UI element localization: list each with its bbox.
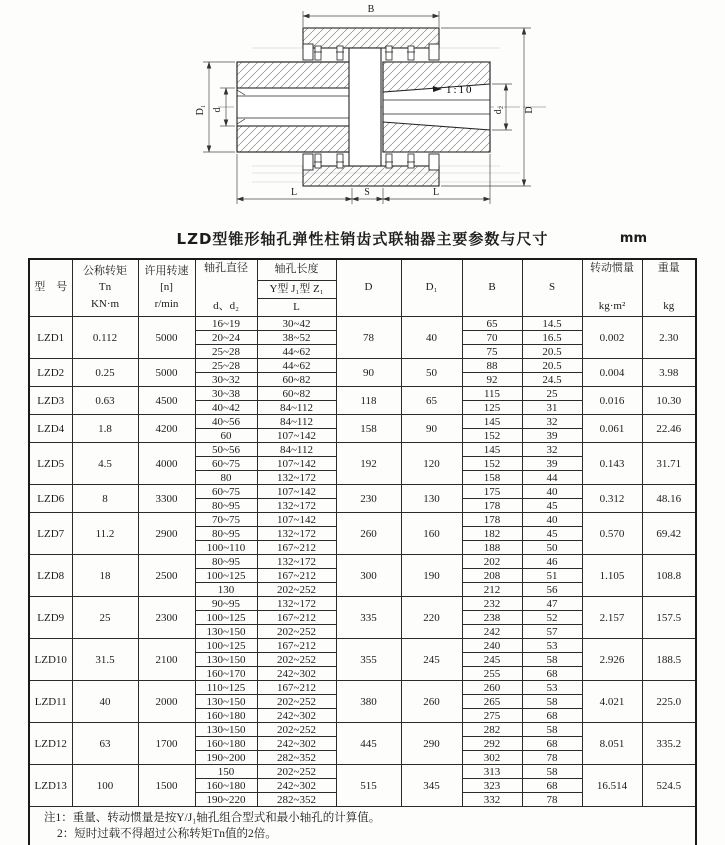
header-bore-len-types: Y型 J₁型 Z₁ (257, 280, 336, 299)
cell-S: 56 (522, 583, 582, 597)
cell-torque: 25 (72, 597, 138, 639)
cell-weight: 108.8 (642, 555, 696, 597)
cell-inertia: 0.312 (582, 485, 642, 513)
cell-S: 32 (522, 443, 582, 457)
cell-bore-diameter: 40~56 (195, 415, 257, 429)
cell-B: 70 (462, 331, 522, 345)
header-torque-line1: 公称转矩 (83, 264, 127, 277)
header-speed-line2: [n] (160, 281, 173, 294)
header-speed-line1: 许用转速 (144, 264, 189, 277)
cell-bore-diameter: 90~95 (195, 597, 257, 611)
cell-torque: 1.8 (72, 415, 138, 443)
cell-bore-diameter: 190~200 (195, 751, 257, 765)
header-D1: D₁ (401, 259, 462, 317)
cell-torque: 40 (72, 681, 138, 723)
cell-S: 46 (522, 555, 582, 569)
cell-model: LZD10 (29, 639, 72, 681)
cell-B: 282 (462, 723, 522, 737)
cell-model: LZD6 (29, 485, 72, 513)
cell-bore-diameter: 30~32 (195, 373, 257, 387)
cell-D: 118 (336, 387, 401, 415)
cell-bore-length: 38~52 (257, 331, 336, 345)
cell-S: 45 (522, 527, 582, 541)
cell-bore-length: 60~82 (257, 373, 336, 387)
cell-model: LZD1 (29, 317, 72, 359)
header-bore-len-L: L (257, 299, 336, 317)
cell-bore-length: 242~302 (257, 779, 336, 793)
cell-bore-length: 242~302 (257, 709, 336, 723)
cell-bore-length: 44~62 (257, 345, 336, 359)
cell-bore-diameter: 20~24 (195, 331, 257, 345)
dim-label-S: S (364, 187, 370, 198)
cell-weight: 3.98 (642, 359, 696, 387)
cell-bore-length: 107~142 (257, 485, 336, 499)
cell-speed: 5000 (138, 317, 195, 359)
cell-inertia: 16.514 (582, 765, 642, 807)
cell-bore-diameter: 100~125 (195, 569, 257, 583)
cell-inertia: 4.021 (582, 681, 642, 723)
note-2: 2：短时过载不得超过公称转矩Tn值的2倍。 (57, 828, 277, 840)
cell-bore-length: 167~212 (257, 569, 336, 583)
cell-B: 115 (462, 387, 522, 401)
table-row (29, 443, 696, 457)
dim-label-B: B (367, 4, 375, 15)
cell-D: 192 (336, 443, 401, 485)
right-hub (383, 62, 490, 152)
cell-torque: 4.5 (72, 443, 138, 485)
header-bore-dia-line1: 轴孔直径 (204, 262, 248, 274)
cell-S: 52 (522, 611, 582, 625)
header-S: S (522, 259, 582, 317)
cell-bore-length: 202~252 (257, 765, 336, 779)
coupling-section-view (0, 0, 725, 226)
cell-B: 92 (462, 373, 522, 387)
cell-bore-length: 242~302 (257, 667, 336, 681)
table-footer (29, 807, 696, 845)
notes-cell (29, 807, 696, 845)
cell-B: 65 (462, 317, 522, 331)
cell-D1: 120 (401, 443, 462, 485)
cell-bore-length: 167~212 (257, 639, 336, 653)
cell-B: 260 (462, 681, 522, 695)
cell-inertia: 0.570 (582, 513, 642, 555)
cell-D: 230 (336, 485, 401, 513)
cell-S: 78 (522, 751, 582, 765)
cell-bore-diameter: 160~180 (195, 779, 257, 793)
cell-speed: 2100 (138, 639, 195, 681)
cell-bore-diameter: 130 (195, 583, 257, 597)
cell-S: 68 (522, 737, 582, 751)
cell-D: 515 (336, 765, 401, 807)
cell-D: 380 (336, 681, 401, 723)
cell-inertia: 2.926 (582, 639, 642, 681)
cell-B: 202 (462, 555, 522, 569)
cell-bore-length: 282~352 (257, 793, 336, 807)
cell-speed: 4000 (138, 443, 195, 485)
cell-bore-length: 242~302 (257, 737, 336, 751)
header-inertia-line1: 转动惯量 (590, 262, 634, 274)
cell-bore-length: 30~42 (257, 317, 336, 331)
table-row (29, 681, 696, 695)
cell-S: 68 (522, 667, 582, 681)
cell-speed: 2500 (138, 555, 195, 597)
table-row (29, 597, 696, 611)
header-speed-line3: r/min (154, 297, 179, 310)
cell-bore-diameter: 70~75 (195, 513, 257, 527)
header-B: B (462, 259, 522, 317)
cell-B: 175 (462, 485, 522, 499)
cell-B: 188 (462, 541, 522, 555)
cell-bore-diameter: 30~38 (195, 387, 257, 401)
cell-bore-length: 167~212 (257, 611, 336, 625)
cell-D1: 190 (401, 555, 462, 597)
cell-bore-length: 132~172 (257, 471, 336, 485)
cell-S: 31 (522, 401, 582, 415)
cell-S: 40 (522, 485, 582, 499)
note-1: 注1：重量、转动惯量是按Y/J₁轴孔组合型式和最小轴孔的计算值。 (44, 812, 381, 824)
cell-model: LZD12 (29, 723, 72, 765)
cell-inertia: 0.002 (582, 317, 642, 359)
table-row (29, 415, 696, 429)
cell-S: 25 (522, 387, 582, 401)
cell-torque: 8 (72, 485, 138, 513)
cell-bore-diameter: 60~75 (195, 485, 257, 499)
cell-S: 58 (522, 723, 582, 737)
cell-B: 302 (462, 751, 522, 765)
cell-inertia: 8.051 (582, 723, 642, 765)
cell-bore-diameter: 100~125 (195, 611, 257, 625)
table-header (29, 259, 696, 317)
cell-inertia: 2.157 (582, 597, 642, 639)
cell-bore-diameter: 160~180 (195, 737, 257, 751)
cell-weight: 225.0 (642, 681, 696, 723)
cell-bore-diameter: 60~75 (195, 457, 257, 471)
parameters-table (28, 258, 697, 845)
cell-B: 313 (462, 765, 522, 779)
cell-bore-diameter: 110~125 (195, 681, 257, 695)
cell-D1: 130 (401, 485, 462, 513)
cell-speed: 4500 (138, 387, 195, 415)
cell-bore-diameter: 80~95 (195, 555, 257, 569)
cell-model: LZD13 (29, 765, 72, 807)
cell-bore-length: 167~212 (257, 541, 336, 555)
cell-torque: 18 (72, 555, 138, 597)
cell-bore-diameter: 100~125 (195, 639, 257, 653)
cell-bore-length: 107~142 (257, 457, 336, 471)
cell-bore-length: 132~172 (257, 499, 336, 513)
cell-S: 40 (522, 513, 582, 527)
dim-label-L-right: L (432, 187, 440, 198)
cell-torque: 11.2 (72, 513, 138, 555)
cell-model: LZD3 (29, 387, 72, 415)
cell-bore-diameter: 25~28 (195, 359, 257, 373)
cell-weight: 48.16 (642, 485, 696, 513)
cell-B: 240 (462, 639, 522, 653)
cell-B: 238 (462, 611, 522, 625)
cell-speed: 3300 (138, 485, 195, 513)
table-row (29, 723, 696, 737)
cell-B: 232 (462, 597, 522, 611)
cell-weight: 22.46 (642, 415, 696, 443)
cell-weight: 188.5 (642, 639, 696, 681)
cell-S: 47 (522, 597, 582, 611)
cell-model: LZD2 (29, 359, 72, 387)
cell-model: LZD5 (29, 443, 72, 485)
cell-B: 88 (462, 359, 522, 373)
cell-speed: 4200 (138, 415, 195, 443)
cell-D1: 220 (401, 597, 462, 639)
cell-bore-length: 202~252 (257, 625, 336, 639)
cell-D: 78 (336, 317, 401, 359)
cell-bore-length: 84~112 (257, 401, 336, 415)
cell-bore-length: 202~252 (257, 723, 336, 737)
cell-weight: 31.71 (642, 443, 696, 485)
cell-S: 39 (522, 457, 582, 471)
cell-B: 75 (462, 345, 522, 359)
header-weight (642, 259, 696, 317)
cell-model: LZD7 (29, 513, 72, 555)
cell-torque: 63 (72, 723, 138, 765)
cell-S: 20.5 (522, 359, 582, 373)
cell-S: 57 (522, 625, 582, 639)
cell-B: 125 (462, 401, 522, 415)
cell-B: 255 (462, 667, 522, 681)
cell-B: 332 (462, 793, 522, 807)
cell-B: 292 (462, 737, 522, 751)
cell-D: 445 (336, 723, 401, 765)
cell-inertia: 0.016 (582, 387, 642, 415)
cell-bore-length: 282~352 (257, 751, 336, 765)
cell-torque: 0.112 (72, 317, 138, 359)
dim-label-d: d (212, 107, 223, 113)
table-row (29, 359, 696, 373)
cell-D1: 260 (401, 681, 462, 723)
cell-D: 300 (336, 555, 401, 597)
header-torque-line2: Tn (98, 281, 112, 294)
cell-S: 78 (522, 793, 582, 807)
cell-S: 53 (522, 681, 582, 695)
table-row (29, 387, 696, 401)
header-bore-dia-line2: d、d₂ (213, 300, 239, 313)
cell-D1: 245 (401, 639, 462, 681)
cell-inertia: 0.004 (582, 359, 642, 387)
cell-speed: 2000 (138, 681, 195, 723)
cell-weight: 157.5 (642, 597, 696, 639)
table-row (29, 555, 696, 569)
page-title: LZD型锥形轴孔弹性柱销齿式联轴器主要参数与尺寸 (176, 230, 549, 248)
cell-B: 158 (462, 471, 522, 485)
cell-weight: 524.5 (642, 765, 696, 807)
cell-bore-length: 44~62 (257, 359, 336, 373)
cell-inertia: 0.061 (582, 415, 642, 443)
cell-bore-diameter: 160~170 (195, 667, 257, 681)
cell-bore-length: 84~112 (257, 443, 336, 457)
cell-bore-diameter: 190~220 (195, 793, 257, 807)
cell-B: 152 (462, 457, 522, 471)
cell-S: 14.5 (522, 317, 582, 331)
cell-bore-diameter: 80~95 (195, 499, 257, 513)
cell-bore-diameter: 160~180 (195, 709, 257, 723)
cell-D1: 290 (401, 723, 462, 765)
cell-speed: 2900 (138, 513, 195, 555)
cell-B: 245 (462, 653, 522, 667)
table-body (29, 317, 696, 807)
header-torque-line3: KN·m (90, 297, 120, 310)
cell-S: 51 (522, 569, 582, 583)
cell-weight: 10.30 (642, 387, 696, 415)
cell-bore-diameter: 16~19 (195, 317, 257, 331)
cell-D1: 90 (401, 415, 462, 443)
header-inertia (582, 259, 642, 317)
header-D: D (336, 259, 401, 317)
cell-torque: 0.63 (72, 387, 138, 415)
cell-speed: 5000 (138, 359, 195, 387)
table-row (29, 485, 696, 499)
cell-speed: 1700 (138, 723, 195, 765)
cell-model: LZD11 (29, 681, 72, 723)
cell-S: 20.5 (522, 345, 582, 359)
dim-label-L-left: L (290, 187, 298, 198)
cell-model: LZD8 (29, 555, 72, 597)
cell-S: 24.5 (522, 373, 582, 387)
cell-B: 323 (462, 779, 522, 793)
header-weight-line2: kg (663, 300, 675, 313)
cell-model: LZD9 (29, 597, 72, 639)
cell-S: 44 (522, 471, 582, 485)
unit-label: mm (619, 231, 647, 246)
cell-speed: 1500 (138, 765, 195, 807)
cell-S: 50 (522, 541, 582, 555)
cell-bore-diameter: 130~150 (195, 723, 257, 737)
cell-D: 260 (336, 513, 401, 555)
cell-bore-diameter: 130~150 (195, 653, 257, 667)
cell-model: LZD4 (29, 415, 72, 443)
cell-B: 145 (462, 443, 522, 457)
cell-B: 212 (462, 583, 522, 597)
taper-label: 1:10 (446, 84, 474, 96)
cell-bore-length: 84~112 (257, 415, 336, 429)
cell-D: 90 (336, 359, 401, 387)
cell-B: 152 (462, 429, 522, 443)
cell-bore-length: 60~82 (257, 387, 336, 401)
cell-bore-length: 107~142 (257, 513, 336, 527)
cell-torque: 0.25 (72, 359, 138, 387)
cell-bore-diameter: 130~150 (195, 695, 257, 709)
cell-bore-length: 107~142 (257, 429, 336, 443)
cell-B: 265 (462, 695, 522, 709)
cell-D1: 65 (401, 387, 462, 415)
cell-B: 242 (462, 625, 522, 639)
cell-D1: 40 (401, 317, 462, 359)
cell-D: 335 (336, 597, 401, 639)
cell-S: 58 (522, 695, 582, 709)
cell-bore-diameter: 100~110 (195, 541, 257, 555)
cell-bore-diameter: 25~28 (195, 345, 257, 359)
cell-inertia: 1.105 (582, 555, 642, 597)
cell-S: 68 (522, 709, 582, 723)
cell-S: 39 (522, 429, 582, 443)
header-model: 型 号 (29, 259, 72, 317)
cell-bore-length: 202~252 (257, 695, 336, 709)
header-inertia-line2: kg·m² (598, 300, 626, 313)
header-torque (72, 259, 138, 317)
cell-bore-length: 202~252 (257, 583, 336, 597)
cell-D1: 345 (401, 765, 462, 807)
cell-bore-diameter: 150 (195, 765, 257, 779)
cell-bore-length: 202~252 (257, 653, 336, 667)
cell-S: 58 (522, 765, 582, 779)
cell-bore-diameter: 80 (195, 471, 257, 485)
cell-bore-diameter: 50~56 (195, 443, 257, 457)
header-bore-len: 轴孔长度 (257, 259, 336, 280)
cell-inertia: 0.143 (582, 443, 642, 485)
title-row (0, 228, 725, 252)
cell-D1: 50 (401, 359, 462, 387)
cell-bore-diameter: 80~95 (195, 527, 257, 541)
cell-S: 45 (522, 499, 582, 513)
cell-weight: 2.30 (642, 317, 696, 359)
cell-S: 68 (522, 779, 582, 793)
dim-label-d2: d₂ (493, 105, 504, 115)
cell-B: 208 (462, 569, 522, 583)
cell-bore-length: 167~212 (257, 681, 336, 695)
cell-B: 275 (462, 709, 522, 723)
cell-B: 182 (462, 527, 522, 541)
table-row (29, 765, 696, 779)
cell-B: 178 (462, 499, 522, 513)
table-row (29, 317, 696, 331)
cell-B: 178 (462, 513, 522, 527)
cell-weight: 335.2 (642, 723, 696, 765)
cell-bore-diameter: 40~42 (195, 401, 257, 415)
header-bore-dia (195, 259, 257, 317)
header-weight-line1: 重量 (657, 262, 680, 274)
cell-S: 16.5 (522, 331, 582, 345)
cell-S: 58 (522, 653, 582, 667)
cell-S: 32 (522, 415, 582, 429)
table-row (29, 513, 696, 527)
cell-S: 53 (522, 639, 582, 653)
cell-weight: 69.42 (642, 513, 696, 555)
dim-label-D1: D₁ (195, 104, 206, 116)
cell-bore-length: 132~172 (257, 597, 336, 611)
cell-torque: 31.5 (72, 639, 138, 681)
cell-bore-length: 132~172 (257, 527, 336, 541)
table-row (29, 639, 696, 653)
cell-speed: 2300 (138, 597, 195, 639)
coupling-drawing (0, 0, 725, 226)
cell-D: 355 (336, 639, 401, 681)
cell-bore-length: 132~172 (257, 555, 336, 569)
cell-B: 145 (462, 415, 522, 429)
cell-bore-diameter: 130~150 (195, 625, 257, 639)
cell-torque: 100 (72, 765, 138, 807)
left-hub (237, 62, 352, 152)
cell-D: 158 (336, 415, 401, 443)
cell-D1: 160 (401, 513, 462, 555)
header-speed (138, 259, 195, 317)
dim-label-D: D (524, 106, 535, 114)
cell-bore-diameter: 60 (195, 429, 257, 443)
